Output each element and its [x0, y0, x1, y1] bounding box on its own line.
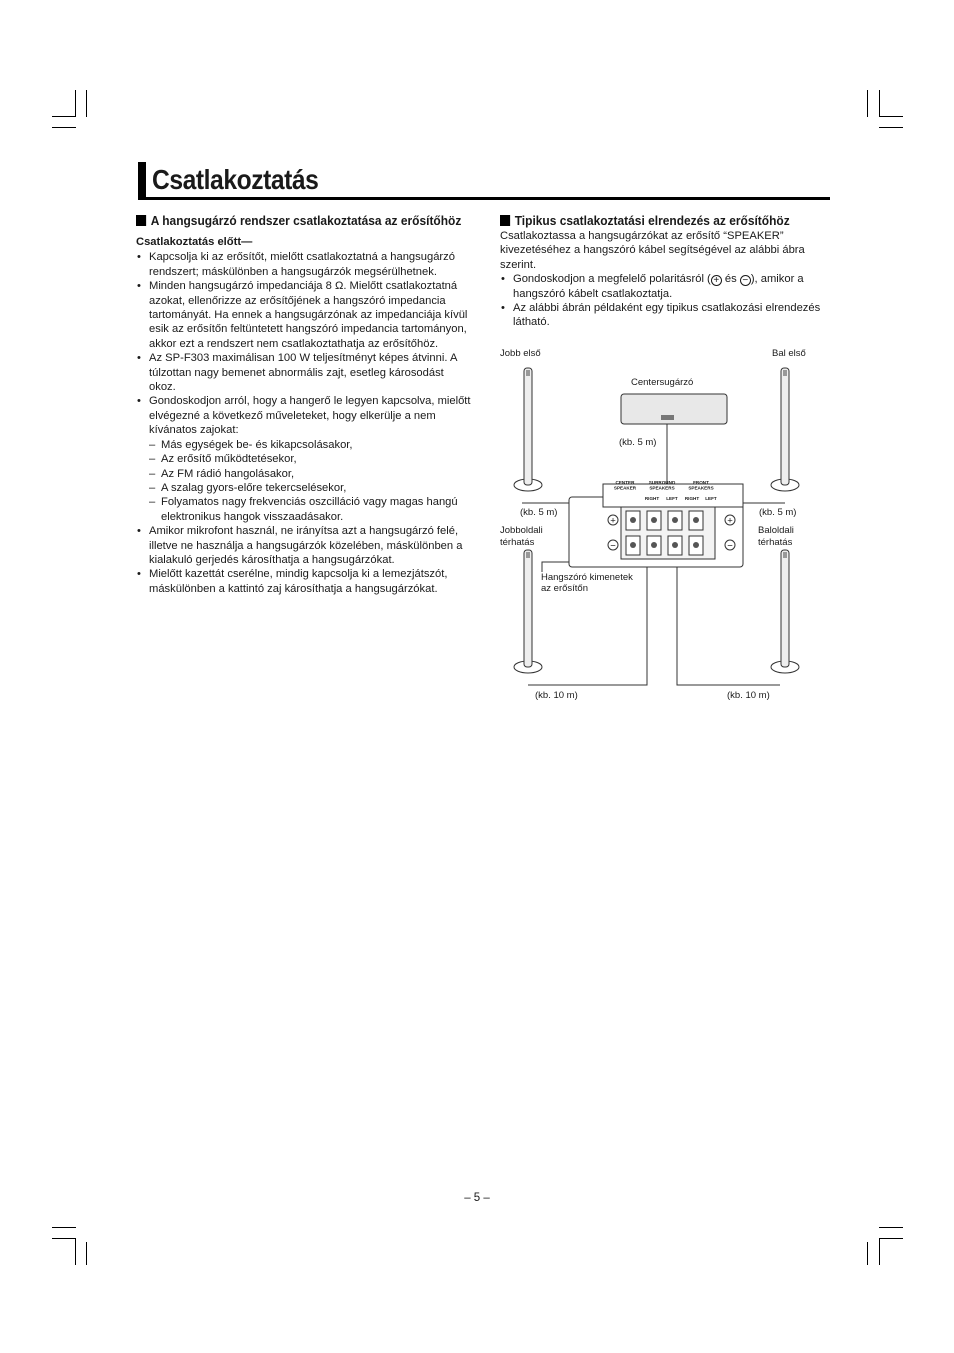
- center-distance: (kb. 5 m): [619, 437, 657, 448]
- list-item: • Minden hangsugárzó impedanciája 8 Ω. Mielőtt csatlakoztatná azokat, ellenőrizze az erősítőjének a hangszóró impedancia tartományát. Ha ennek a hangsugárzónak az impedanciája kívül esik az erősítőn feltüntetett hangszóró impedancia tartományon, akkor ezt a rendszert nem csatlakoztathatja az erősítőhöz.: [136, 279, 472, 351]
- surround-right-label: Jobboldali: [500, 525, 543, 536]
- surround-left-speaker: [771, 550, 799, 673]
- list-item-text: Gondoskodjon arról, hogy a hangerő le legyen kapcsolva, mielőtt elvégezné a következő műveleteket, hogy elkerülje a nem kívánatos zajokat:: [149, 395, 471, 437]
- crop-mark: [879, 90, 880, 117]
- terminal-right-label: RIGHT: [684, 496, 700, 501]
- rear-right-distance: (kb. 10 m): [535, 690, 578, 701]
- surround-left-label: Baloldali: [758, 525, 794, 536]
- terminal-surround-label: SURROUND: [648, 480, 676, 485]
- surround-right-label: térhatás: [500, 537, 535, 548]
- title-rule: [138, 197, 830, 200]
- crop-mark: [75, 1238, 76, 1265]
- center-speaker: [621, 394, 727, 424]
- bullet-list: [136, 250, 472, 596]
- page-title: Csatlakoztatás: [152, 164, 319, 195]
- front-left-speaker: [771, 368, 799, 491]
- outputs-label: az erősítőn: [541, 583, 588, 594]
- amplifier-terminal-panel: [569, 480, 743, 567]
- front-left-distance: (kb. 5 m): [759, 507, 797, 518]
- crop-mark: [879, 1238, 880, 1265]
- crop-mark: [52, 127, 76, 128]
- dash-item: – Folyamatos nagy frekvenciás oszcilláció vagy magas hangú elektronikus hangok visszaadásakor.: [149, 495, 472, 524]
- section-heading: Tipikus csatlakoztatási elrendezés az erősítőhöz: [500, 212, 804, 229]
- front-right-speaker: [514, 368, 542, 491]
- bullet-list: [500, 272, 830, 330]
- section-heading: A hangsugárzó rendszer csatlakoztatása az erősítőhöz: [136, 212, 445, 229]
- rear-left-distance: (kb. 10 m): [727, 690, 770, 701]
- list-item: • Az SP-F303 maximálisan 100 W teljesítményt képes átvinni. A túlzottan nagy bemenet abnormális zajt, esetleg károsodást okoz.: [136, 351, 472, 394]
- dash-item: – Az FM rádió hangolásakor,: [149, 467, 472, 481]
- outputs-label: Hangszóró kimenetek: [541, 572, 633, 583]
- front-right-distance: (kb. 5 m): [520, 507, 558, 518]
- dash-list: [149, 438, 472, 524]
- subheading: Csatlakoztatás előtt—: [136, 236, 253, 248]
- crop-mark: [879, 116, 903, 117]
- left-column: [136, 212, 472, 596]
- crop-mark: [75, 90, 76, 117]
- terminal-left-label: LEFT: [705, 496, 717, 501]
- front-right-label: Jobb első: [500, 348, 541, 359]
- center-label: Centersugárzó: [631, 377, 694, 388]
- list-item: • Amikor mikrofont használ, ne irányítsa azt a hangsugárzó felé, illetve ne használja a hangsugárzók közelében, máskülönben a kialakuló gerjedés károsíthatja a hangsugárzókat.: [136, 524, 472, 567]
- list-item: • Gondoskodjon a megfelelő polaritásról ( + és − ), amikor a hangszóró kábelt csatlakoztatja.: [500, 272, 830, 301]
- terminal-minus-label: −: [727, 540, 733, 552]
- connection-diagram: [490, 340, 830, 720]
- crop-mark: [879, 127, 903, 128]
- intro-text: Csatlakoztassa a hangsugárzókat az erősítő “SPEAKER” kivezetéséhez a hangszóró kábel segítségével az alábbi ábra szerint.: [500, 230, 805, 271]
- list-item: [136, 394, 472, 524]
- terminal-left-label: LEFT: [666, 496, 678, 501]
- terminal-surround-label: SPEAKERS: [649, 485, 675, 491]
- dash-item: – Az erősítő működtetésekor,: [149, 452, 472, 466]
- crop-mark: [86, 90, 87, 117]
- plus-icon: +: [711, 275, 722, 286]
- heading-square-icon: [136, 215, 146, 226]
- dash-item: – Más egységek be- és kikapcsolásakor,: [149, 438, 472, 452]
- surround-left-label: térhatás: [758, 537, 793, 548]
- dash-item: – A szalag gyors-előre tekercselésekor,: [149, 481, 472, 495]
- title-accent-bar: [138, 162, 146, 198]
- front-left-label: Bal első: [772, 348, 806, 359]
- list-item: • Kapcsolja ki az erősítőt, mielőtt csatlakoztatná a hangsugárzó rendszert; máskülönben a hangsugárzók megsérülhetnek.: [136, 250, 472, 279]
- crop-mark: [52, 1238, 76, 1239]
- list-item: • Az alábbi ábrán példaként egy tipikus csatlakozási elrendezés látható.: [500, 301, 830, 330]
- crop-mark: [86, 1242, 87, 1265]
- crop-mark: [867, 1242, 868, 1265]
- surround-right-speaker: [514, 550, 542, 673]
- terminal-front-label: FRONT: [693, 480, 709, 485]
- crop-mark: [52, 1227, 76, 1228]
- minus-icon: −: [740, 275, 751, 286]
- terminal-center-label: SPEAKER: [613, 485, 637, 491]
- terminal-plus-label: +: [610, 515, 616, 527]
- terminal-right-label: RIGHT: [644, 496, 660, 501]
- terminal-center-label: CENTER: [615, 480, 635, 485]
- crop-mark: [52, 116, 76, 117]
- list-item: • Mielőtt kazettát cserélne, mindig kapcsolja ki a lemezjátszót, máskülönben a kattintó zaj károsíthatja a hangsugárzókat.: [136, 567, 472, 596]
- crop-mark: [879, 1238, 903, 1239]
- page-number: – 5 –: [464, 1192, 490, 1204]
- heading-square-icon: [500, 215, 510, 226]
- right-column: [500, 212, 830, 330]
- crop-mark: [879, 1227, 903, 1228]
- terminal-front-label: SPEAKERS: [688, 485, 714, 491]
- terminal-plus-label: +: [727, 515, 733, 527]
- crop-mark: [867, 90, 868, 117]
- terminal-minus-label: −: [610, 540, 616, 552]
